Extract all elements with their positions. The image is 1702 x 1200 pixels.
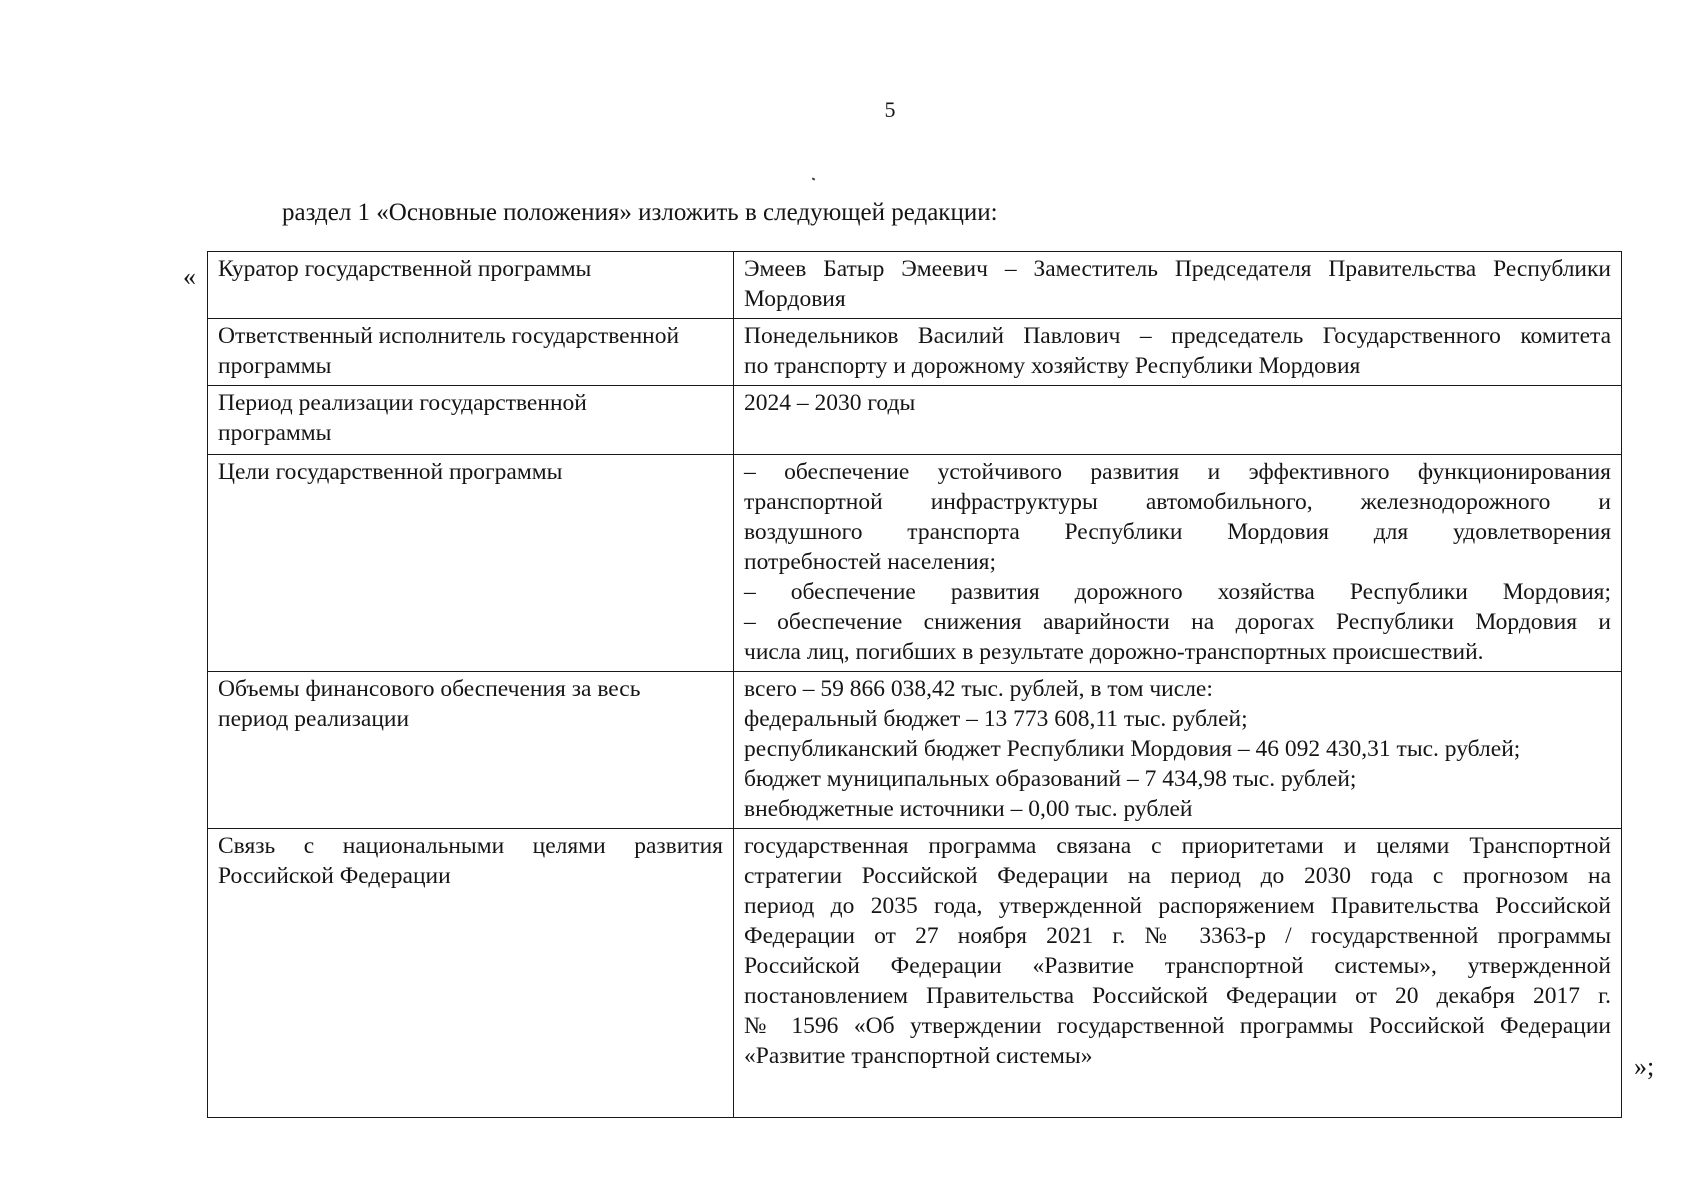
table-row [208, 829, 1622, 1118]
row-value-executor [734, 319, 1622, 386]
value-line: период до 2035 года, утвержденной распоряжением Правительства Российской [744, 893, 1611, 919]
row-value-finance [734, 672, 1622, 829]
row-label-goals: Цели государственной программы [208, 455, 734, 672]
value-line: Российской Федерации «Развитие транспортной системы», утвержденной [744, 953, 1611, 979]
label-line: программы [218, 420, 332, 446]
page-number: 5 [884, 97, 896, 122]
table-row [208, 672, 1622, 829]
row-value-period: 2024 – 2030 годы [734, 386, 1622, 455]
scan-speck [812, 177, 816, 180]
value-line: всего – 59 866 038,42 тыс. рублей, в том числе: [744, 676, 1213, 702]
closing-quote: »; [1634, 1052, 1655, 1081]
opening-quote: « [183, 262, 196, 291]
value-line: Понедельников Василий Павлович – председатель Государственного комитета [744, 323, 1611, 349]
value-line: по транспорту и дорожному хозяйству Республики Мордовия [744, 353, 1361, 379]
row-label-executor [208, 319, 734, 386]
value-line: внебюджетные источники – 0,00 тыс. рублей [744, 796, 1193, 822]
label-line: Объемы финансового обеспечения за весь [218, 676, 641, 702]
intro-text: раздел 1 «Основные положения» изложить в следующей редакции: [282, 199, 998, 226]
row-label-curator: Куратор государственной программы [208, 252, 734, 319]
label-line: Российской Федерации [218, 863, 451, 889]
row-label-national-goals [208, 829, 734, 1118]
value-line: № 1596 «Об утверждении государственной программы Российской Федерации [744, 1013, 1611, 1039]
value-line: республиканский бюджет Республики Мордовия – 46 092 430,31 тыс. рублей; [744, 736, 1521, 762]
label-line: программы [218, 353, 332, 379]
value-line: Федерации от 27 ноября 2021 г. № 3363-р / государственной программы [744, 923, 1611, 949]
table-row [208, 252, 1622, 319]
table-row [208, 386, 1622, 455]
table-row [208, 455, 1622, 672]
label-line: период реализации [218, 706, 410, 732]
value-line: – обеспечение развития дорожного хозяйства Республики Мордовия; [744, 579, 1611, 605]
value-line: стратегии Российской Федерации на период до 2030 года с прогнозом на [744, 863, 1611, 889]
program-passport-table [207, 251, 1622, 1118]
row-value-curator [734, 252, 1622, 319]
value-line: Эмеев Батыр Эмеевич – Заместитель Председателя Правительства Республики [744, 256, 1611, 282]
label-line: Ответственный исполнитель государственной [218, 323, 680, 349]
value-line: транспортной инфраструктуры автомобильного, железнодорожного и [744, 489, 1611, 515]
table-row [208, 319, 1622, 386]
value-line: – обеспечение устойчивого развития и эффективного функционирования [744, 459, 1611, 485]
value-line: государственная программа связана с приоритетами и целями Транспортной [744, 833, 1611, 859]
value-line: постановлением Правительства Российской Федерации от 20 декабря 2017 г. [744, 983, 1611, 1009]
value-line: «Развитие транспортной системы» [744, 1043, 1093, 1069]
row-value-goals [734, 455, 1622, 672]
row-value-national-goals [734, 829, 1622, 1118]
value-line: воздушного транспорта Республики Мордовия для удовлетворения [744, 519, 1611, 545]
label-line: Период реализации государственной [218, 390, 587, 416]
label-line: Связь с национальными целями развития [218, 833, 723, 859]
row-label-period [208, 386, 734, 455]
value-line: федеральный бюджет – 13 773 608,11 тыс. рублей; [744, 706, 1248, 732]
value-line: – обеспечение снижения аварийности на дорогах Республики Мордовия и [744, 609, 1611, 635]
value-line: бюджет муниципальных образований – 7 434,98 тыс. рублей; [744, 766, 1357, 792]
value-line: числа лиц, погибших в результате дорожно-транспортных происшествий. [744, 639, 1484, 665]
row-label-finance [208, 672, 734, 829]
value-line: потребностей населения; [744, 549, 997, 575]
value-line: Мордовия [744, 286, 846, 312]
